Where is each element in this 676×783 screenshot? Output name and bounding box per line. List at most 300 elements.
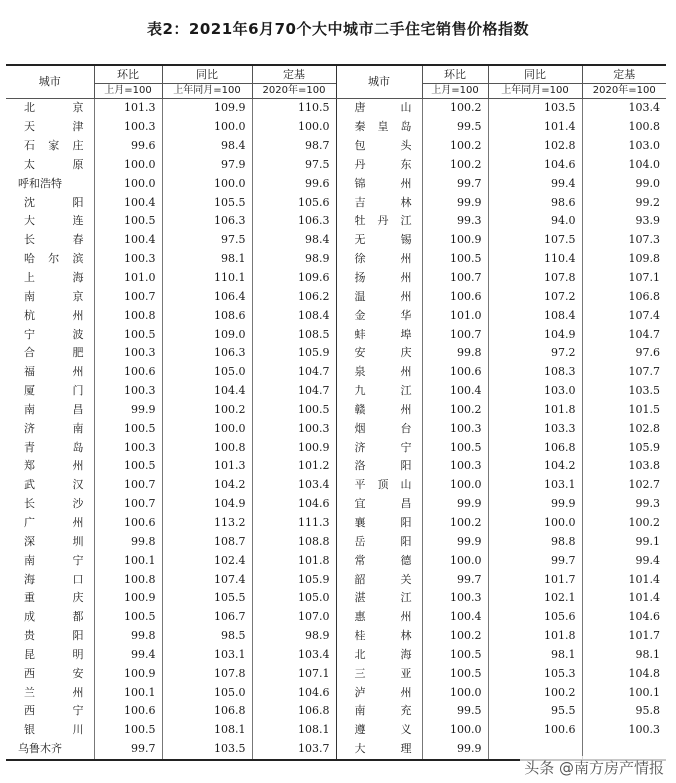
right-city-cell: 襄阳 (336, 514, 422, 533)
right-fixed-cell: 103.5 (628, 384, 660, 398)
right-mom-cell: 100.0 (422, 683, 488, 702)
left-yoy-cell: 105.5 (162, 193, 252, 212)
right-city-cell: 温州 (336, 287, 422, 306)
right-yoy-cell: 97.2 (488, 344, 582, 363)
right-yoy-cell: 98.6 (488, 193, 582, 212)
left-mom-cell: 100.1 (94, 551, 162, 570)
right-fixed-cell: 100.1 (628, 685, 660, 699)
left-city-cell: 南京 (6, 287, 94, 306)
right-fixed-cell: 99.3 (635, 497, 660, 511)
table-row (6, 570, 666, 589)
left-city-cell: 青岛 (6, 438, 94, 457)
left-yoy-cell: 107.4 (162, 570, 252, 589)
left-mom-cell: 100.8 (94, 570, 162, 589)
left-mom-cell: 100.6 (94, 514, 162, 533)
right-city-cell: 安庆 (336, 344, 422, 363)
right-fixed-cell: 95.8 (635, 704, 660, 718)
right-yoy-cell: 102.8 (488, 137, 582, 156)
right-city-cell: 金华 (336, 306, 422, 325)
right-mom-cell: 100.2 (422, 401, 488, 420)
right-mom-cell: 99.9 (422, 193, 488, 212)
right-fixed-cell: 93.9 (635, 214, 660, 228)
right-yoy-cell: 101.7 (488, 570, 582, 589)
right-fixed-cell: 101.4 (628, 572, 660, 586)
left-yoy-cell: 98.1 (162, 250, 252, 269)
table-row (6, 702, 666, 721)
left-city-cell: 北京 (6, 99, 94, 118)
left-yoy-cell: 106.4 (162, 287, 252, 306)
left-city-cell: 哈尔滨 (6, 250, 94, 269)
right-fixed-cell: 100.3 (628, 723, 660, 737)
left-yoy-cell: 104.2 (162, 476, 252, 495)
left-mom-cell: 100.6 (94, 363, 162, 382)
left-yoy-cell: 109.0 (162, 325, 252, 344)
left-yoy-cell: 110.1 (162, 269, 252, 288)
right-yoy-cell: 104.6 (488, 156, 582, 175)
right-yoy-cell: 101.8 (488, 627, 582, 646)
left-mom-cell: 100.9 (94, 589, 162, 608)
left-fixed-cell: 97.5 (252, 156, 336, 175)
right-mom-cell: 100.5 (422, 438, 488, 457)
left-yoy-cell: 100.0 (162, 419, 252, 438)
right-fixed-cell: 106.8 (628, 289, 660, 303)
right-fixed-cell: 99.2 (635, 195, 660, 209)
right-yoy-cell: 100.0 (488, 514, 582, 533)
table-row (6, 645, 666, 664)
table-row (6, 721, 666, 740)
right-mom-cell: 99.9 (422, 495, 488, 514)
left-city-cell: 郑州 (6, 457, 94, 476)
table-row (6, 664, 666, 683)
right-yoy-cell: 108.4 (488, 306, 582, 325)
left-fixed-cell: 104.6 (252, 495, 336, 514)
table-row (6, 419, 666, 438)
left-city-cell: 大连 (6, 212, 94, 231)
right-city-cell: 包头 (336, 137, 422, 156)
left-mom-cell: 100.3 (94, 118, 162, 137)
left-mom-cell: 100.6 (94, 702, 162, 721)
table-row (6, 231, 666, 250)
right-mom-cell: 100.2 (422, 99, 488, 118)
left-fixed-cell: 105.9 (252, 570, 336, 589)
table-row (6, 608, 666, 627)
left-mom-cell: 100.8 (94, 306, 162, 325)
left-fixed-cell: 107.0 (252, 608, 336, 627)
left-city-cell: 厦门 (6, 382, 94, 401)
left-fixed-cell: 108.8 (252, 532, 336, 551)
right-city-cell: 泉州 (336, 363, 422, 382)
left-mom-cell: 99.9 (94, 401, 162, 420)
right-fixed-cell: 99.0 (635, 176, 660, 190)
right-city-cell: 扬州 (336, 269, 422, 288)
right-fixed-cell: 104.0 (628, 157, 660, 171)
left-mom-cell: 100.3 (94, 382, 162, 401)
right-yoy-cell: 107.5 (488, 231, 582, 250)
left-yoy-cell: 104.4 (162, 382, 252, 401)
right-mom-cell: 99.7 (422, 570, 488, 589)
left-city-cell: 成都 (6, 608, 94, 627)
right-city-cell: 岳阳 (336, 532, 422, 551)
right-yoy-cell: 101.4 (488, 118, 582, 137)
right-mom-cell: 100.5 (422, 664, 488, 683)
right-city-cell: 南充 (336, 702, 422, 721)
page-title: 表2：2021年6月70个大中城市二手住宅销售价格指数 (147, 20, 529, 38)
left-yoy-cell: 105.5 (162, 589, 252, 608)
right-fixed-cell: 104.6 (628, 610, 660, 624)
right-mom-cell: 99.9 (422, 740, 488, 760)
right-city-cell: 赣州 (336, 401, 422, 420)
table-row (6, 156, 666, 175)
right-yoy-cell: 107.2 (488, 287, 582, 306)
right-mom-cell: 100.4 (422, 382, 488, 401)
right-mom-cell: 99.3 (422, 212, 488, 231)
left-fixed-cell: 104.6 (252, 683, 336, 702)
left-mom-cell: 100.3 (94, 344, 162, 363)
left-city-cell: 呼和浩特 (6, 174, 94, 193)
left-city-cell: 西安 (6, 664, 94, 683)
left-mom-cell: 100.1 (94, 683, 162, 702)
left-mom-cell: 99.8 (94, 627, 162, 646)
left-fixed-cell: 103.4 (252, 476, 336, 495)
subheader-fixed-left: 2020年=100 (252, 84, 336, 99)
left-city-cell: 重庆 (6, 589, 94, 608)
left-city-cell: 福州 (6, 363, 94, 382)
left-yoy-cell: 106.8 (162, 702, 252, 721)
table-row (6, 250, 666, 269)
left-mom-cell: 100.5 (94, 325, 162, 344)
left-yoy-cell: 100.8 (162, 438, 252, 457)
right-mom-cell: 100.3 (422, 589, 488, 608)
left-yoy-cell: 100.2 (162, 401, 252, 420)
header-mom-right: 环比 (422, 65, 488, 84)
left-fixed-cell: 105.6 (252, 193, 336, 212)
left-yoy-cell: 98.5 (162, 627, 252, 646)
subheader-mom-left: 上月=100 (94, 84, 162, 99)
left-fixed-cell: 98.9 (252, 250, 336, 269)
right-fixed-cell: 101.7 (628, 629, 660, 643)
right-fixed-cell: 101.4 (628, 591, 660, 605)
left-yoy-cell: 97.9 (162, 156, 252, 175)
right-fixed-cell: 103.8 (628, 459, 660, 473)
right-city-cell: 遵义 (336, 721, 422, 740)
right-fixed-cell: 104.7 (628, 327, 660, 341)
table-row (6, 306, 666, 325)
right-city-cell: 洛阳 (336, 457, 422, 476)
table-row (6, 344, 666, 363)
table-row (6, 137, 666, 156)
table-row (6, 495, 666, 514)
left-fixed-cell: 98.9 (252, 627, 336, 646)
right-yoy-cell: 106.8 (488, 438, 582, 457)
left-yoy-cell: 108.7 (162, 532, 252, 551)
table-row (6, 532, 666, 551)
right-fixed-cell: 107.3 (628, 233, 660, 247)
left-fixed-cell: 110.5 (252, 99, 336, 118)
right-city-cell: 牡丹江 (336, 212, 422, 231)
table-row (6, 382, 666, 401)
left-city-cell: 合肥 (6, 344, 94, 363)
left-mom-cell: 100.7 (94, 476, 162, 495)
right-yoy-cell: 100.6 (488, 721, 582, 740)
right-yoy-cell: 104.9 (488, 325, 582, 344)
left-fixed-cell: 98.7 (252, 137, 336, 156)
table-body (6, 99, 666, 760)
right-mom-cell: 100.5 (422, 645, 488, 664)
watermark: 头条 @南方房产情报 (520, 756, 668, 779)
left-yoy-cell: 106.3 (162, 212, 252, 231)
right-yoy-cell: 110.4 (488, 250, 582, 269)
table-row (6, 457, 666, 476)
left-yoy-cell: 109.9 (162, 99, 252, 118)
right-yoy-cell: 99.9 (488, 495, 582, 514)
left-city-cell: 贵阳 (6, 627, 94, 646)
right-yoy-cell: 103.0 (488, 382, 582, 401)
left-city-cell: 杭州 (6, 306, 94, 325)
table-row (6, 514, 666, 533)
left-mom-cell: 100.5 (94, 212, 162, 231)
left-fixed-cell: 104.7 (252, 363, 336, 382)
left-city-cell: 银川 (6, 721, 94, 740)
right-city-cell: 泸州 (336, 683, 422, 702)
right-fixed-cell: 105.9 (628, 440, 660, 454)
right-city-cell: 锦州 (336, 174, 422, 193)
table-row (6, 118, 666, 137)
right-city-cell: 三亚 (336, 664, 422, 683)
left-yoy-cell: 100.0 (162, 174, 252, 193)
header-mom-left: 环比 (94, 65, 162, 84)
subheader-mom-right: 上月=100 (422, 84, 488, 99)
left-city-cell: 海口 (6, 570, 94, 589)
table-row (6, 363, 666, 382)
left-fixed-cell: 109.6 (252, 269, 336, 288)
right-city-cell: 丹东 (336, 156, 422, 175)
left-fixed-cell: 106.2 (252, 287, 336, 306)
table-row (6, 193, 666, 212)
right-city-cell: 唐山 (336, 99, 422, 118)
left-fixed-cell: 100.5 (252, 401, 336, 420)
left-city-cell: 上海 (6, 269, 94, 288)
left-fixed-cell: 100.0 (252, 118, 336, 137)
right-mom-cell: 99.5 (422, 702, 488, 721)
left-fixed-cell: 103.7 (252, 740, 336, 760)
right-fixed-cell: 107.4 (628, 308, 660, 322)
right-mom-cell: 100.2 (422, 627, 488, 646)
right-fixed-cell: 100.2 (628, 515, 660, 529)
header-yoy-left: 同比 (162, 65, 252, 84)
table-row (6, 683, 666, 702)
right-city-cell: 蚌埠 (336, 325, 422, 344)
left-yoy-cell: 113.2 (162, 514, 252, 533)
right-fixed-cell: 97.6 (635, 346, 660, 360)
left-city-cell: 广州 (6, 514, 94, 533)
right-city-cell: 烟台 (336, 419, 422, 438)
left-fixed-cell: 105.0 (252, 589, 336, 608)
right-yoy-cell: 101.8 (488, 401, 582, 420)
right-city-cell: 平顶山 (336, 476, 422, 495)
left-fixed-cell: 111.3 (252, 514, 336, 533)
right-city-cell: 宜昌 (336, 495, 422, 514)
right-city-cell: 常德 (336, 551, 422, 570)
left-fixed-cell: 108.5 (252, 325, 336, 344)
right-yoy-cell: 100.2 (488, 683, 582, 702)
left-fixed-cell: 101.2 (252, 457, 336, 476)
left-fixed-cell: 103.4 (252, 645, 336, 664)
table-row (6, 325, 666, 344)
right-yoy-cell: 94.0 (488, 212, 582, 231)
left-mom-cell: 100.3 (94, 250, 162, 269)
right-fixed-cell: 102.8 (628, 421, 660, 435)
table-row (6, 287, 666, 306)
right-fixed-cell: 104.8 (628, 666, 660, 680)
left-mom-cell: 100.5 (94, 608, 162, 627)
subheader-yoy-right: 上年同月=100 (488, 84, 582, 99)
left-city-cell: 深圳 (6, 532, 94, 551)
right-mom-cell: 100.7 (422, 325, 488, 344)
left-fixed-cell: 101.8 (252, 551, 336, 570)
left-city-cell: 武汉 (6, 476, 94, 495)
right-mom-cell: 100.4 (422, 608, 488, 627)
header-fixed-right: 定基 (613, 67, 636, 81)
table-row (6, 212, 666, 231)
right-city-cell: 北海 (336, 645, 422, 664)
right-fixed-cell: 100.8 (628, 120, 660, 134)
left-yoy-cell: 102.4 (162, 551, 252, 570)
right-yoy-cell: 98.8 (488, 532, 582, 551)
header-yoy-right: 同比 (488, 65, 582, 84)
right-city-cell: 秦皇岛 (336, 118, 422, 137)
right-mom-cell: 100.6 (422, 287, 488, 306)
left-yoy-cell: 106.7 (162, 608, 252, 627)
right-city-cell: 惠州 (336, 608, 422, 627)
right-yoy-cell: 105.3 (488, 664, 582, 683)
left-fixed-cell: 99.6 (252, 174, 336, 193)
subheader-fixed-right: 2020年=100 (582, 84, 666, 99)
left-fixed-cell: 108.4 (252, 306, 336, 325)
right-mom-cell: 99.8 (422, 344, 488, 363)
right-mom-cell: 100.2 (422, 156, 488, 175)
left-mom-cell: 99.4 (94, 645, 162, 664)
right-yoy-cell: 102.1 (488, 589, 582, 608)
left-fixed-cell: 108.1 (252, 721, 336, 740)
left-yoy-cell: 101.3 (162, 457, 252, 476)
header-city-right: 城市 (336, 65, 422, 99)
left-mom-cell: 101.0 (94, 269, 162, 288)
left-yoy-cell: 100.0 (162, 118, 252, 137)
left-fixed-cell: 106.3 (252, 212, 336, 231)
right-fixed-cell: 109.8 (628, 252, 660, 266)
right-city-cell: 无锡 (336, 231, 422, 250)
left-mom-cell: 100.9 (94, 664, 162, 683)
right-fixed-cell: 99.1 (635, 534, 660, 548)
right-city-cell: 桂林 (336, 627, 422, 646)
table-row (6, 476, 666, 495)
left-mom-cell: 100.4 (94, 193, 162, 212)
right-yoy-cell: 99.7 (488, 551, 582, 570)
left-fixed-cell: 105.9 (252, 344, 336, 363)
right-mom-cell: 100.9 (422, 231, 488, 250)
left-mom-cell: 100.5 (94, 419, 162, 438)
right-yoy-cell: 103.1 (488, 476, 582, 495)
left-yoy-cell: 103.5 (162, 740, 252, 760)
left-yoy-cell: 105.0 (162, 683, 252, 702)
right-yoy-cell: 103.3 (488, 419, 582, 438)
right-city-cell: 吉林 (336, 193, 422, 212)
left-yoy-cell: 108.1 (162, 721, 252, 740)
right-fixed-cell: 101.5 (628, 402, 660, 416)
left-city-cell: 太原 (6, 156, 94, 175)
left-mom-cell: 101.3 (94, 99, 162, 118)
right-city-cell: 徐州 (336, 250, 422, 269)
left-mom-cell: 100.7 (94, 495, 162, 514)
right-yoy-cell: 108.3 (488, 363, 582, 382)
table-row (6, 627, 666, 646)
right-yoy-cell: 95.5 (488, 702, 582, 721)
header-fixed-left: 定基 (252, 65, 336, 84)
right-mom-cell: 100.0 (422, 476, 488, 495)
left-yoy-cell: 107.8 (162, 664, 252, 683)
left-yoy-cell: 103.1 (162, 645, 252, 664)
table-row (6, 438, 666, 457)
left-mom-cell: 99.6 (94, 137, 162, 156)
left-city-cell: 长春 (6, 231, 94, 250)
left-city-cell: 石家庄 (6, 137, 94, 156)
right-yoy-cell: 98.1 (488, 645, 582, 664)
right-fixed-cell: 98.1 (635, 647, 660, 661)
left-city-cell: 长沙 (6, 495, 94, 514)
right-mom-cell: 100.0 (422, 551, 488, 570)
left-fixed-cell: 106.8 (252, 702, 336, 721)
right-yoy-cell: 104.2 (488, 457, 582, 476)
table-row (6, 99, 666, 118)
table-row (6, 551, 666, 570)
right-yoy-cell: 105.6 (488, 608, 582, 627)
right-city-cell: 湛江 (336, 589, 422, 608)
right-yoy-cell: 99.4 (488, 174, 582, 193)
right-fixed-cell: 102.7 (628, 478, 660, 492)
left-mom-cell: 100.5 (94, 721, 162, 740)
left-city-cell: 乌鲁木齐 (6, 740, 94, 760)
right-mom-cell: 100.3 (422, 419, 488, 438)
right-city-cell: 济宁 (336, 438, 422, 457)
left-mom-cell: 100.5 (94, 457, 162, 476)
left-city-cell: 昆明 (6, 645, 94, 664)
left-city-cell: 兰州 (6, 683, 94, 702)
left-fixed-cell: 107.1 (252, 664, 336, 683)
table-row (6, 401, 666, 420)
left-city-cell: 济南 (6, 419, 94, 438)
price-index-table (6, 64, 666, 761)
right-mom-cell: 100.0 (422, 721, 488, 740)
left-fixed-cell: 100.3 (252, 419, 336, 438)
right-fixed-cell: 103.0 (628, 139, 660, 153)
left-city-cell: 南宁 (6, 551, 94, 570)
left-yoy-cell: 108.6 (162, 306, 252, 325)
left-yoy-cell: 105.0 (162, 363, 252, 382)
left-yoy-cell: 106.3 (162, 344, 252, 363)
left-mom-cell: 100.0 (94, 156, 162, 175)
right-mom-cell: 100.6 (422, 363, 488, 382)
table-row (6, 589, 666, 608)
right-city-cell: 九江 (336, 382, 422, 401)
right-mom-cell: 101.0 (422, 306, 488, 325)
left-fixed-cell: 98.4 (252, 231, 336, 250)
right-mom-cell: 100.2 (422, 514, 488, 533)
table-row (6, 269, 666, 288)
right-mom-cell: 99.9 (422, 532, 488, 551)
left-mom-cell: 99.7 (94, 740, 162, 760)
left-mom-cell: 100.4 (94, 231, 162, 250)
left-city-cell: 沈阳 (6, 193, 94, 212)
